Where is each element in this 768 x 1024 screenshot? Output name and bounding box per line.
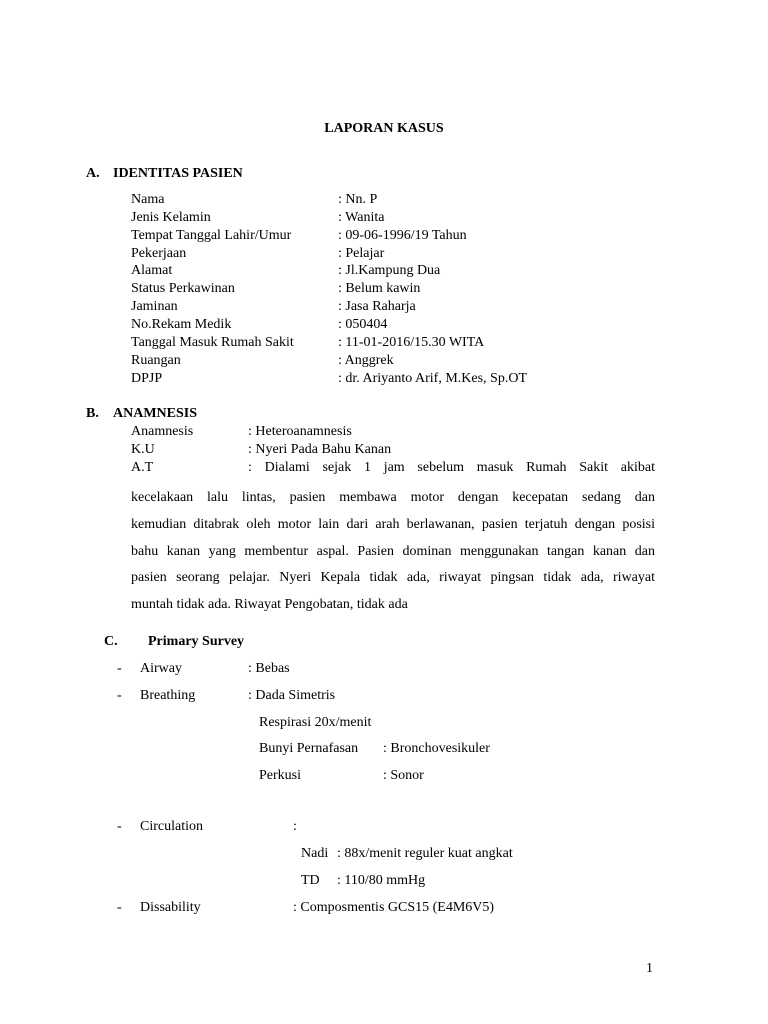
at-line: pasien seorang pelajar. Nyeri Kepala tidak ada, riwayat pingsan tidak ada, riwayat xyxy=(131,570,655,586)
at-first-line: : Dialami sejak 1 jam sebelum masuk Rumah Sakit akibat xyxy=(248,460,655,475)
anamnesis-value: : Heteroanamnesis xyxy=(248,424,352,439)
nadi-value: : 88x/menit reguler kuat angkat xyxy=(337,846,513,861)
at-paragraph xyxy=(131,485,655,619)
identity-label: Tanggal Masuk Rumah Sakit xyxy=(131,335,294,350)
identity-value: : Nn. P xyxy=(338,192,378,207)
at-line: kecelakaan lalu lintas, pasien membawa motor dengan kecepatan sedang dan xyxy=(131,490,655,505)
identity-row-ttl xyxy=(131,227,651,245)
section-a-heading: IDENTITAS PASIEN xyxy=(113,166,243,181)
anamnesis-row xyxy=(131,423,691,441)
identity-row-nama xyxy=(131,191,651,209)
perkusi-value: : Sonor xyxy=(383,768,424,783)
identity-label: DPJP xyxy=(131,371,163,386)
respirasi-text: Respirasi 20x/menit xyxy=(259,715,372,730)
identity-row-alamat xyxy=(131,262,651,280)
section-b-letter: B. xyxy=(86,406,99,421)
identity-value: : dr. Ariyanto Arif, M.Kes, Sp.OT xyxy=(338,371,527,386)
identity-value: : Anggrek xyxy=(338,353,394,368)
circulation-colon: : xyxy=(293,819,297,834)
airway-value: : Bebas xyxy=(248,661,290,676)
identity-value: : Belum kawin xyxy=(338,281,421,296)
identity-label: Ruangan xyxy=(131,353,181,368)
identity-row-status xyxy=(131,280,651,298)
identity-value: : 050404 xyxy=(338,317,388,332)
dissability-value: : Composmentis GCS15 (E4M6V5) xyxy=(293,900,495,915)
bullet-dash: - xyxy=(117,661,122,676)
at-label: A.T xyxy=(131,460,154,475)
section-c-letter: C. xyxy=(104,634,118,649)
identity-label: Jaminan xyxy=(131,299,178,314)
identity-label: Jenis Kelamin xyxy=(131,210,211,225)
td-value: : 110/80 mmHg xyxy=(337,873,426,888)
document-title: LAPORAN KASUS xyxy=(324,121,444,136)
ku-label: K.U xyxy=(131,442,155,457)
section-b-heading: ANAMNESIS xyxy=(113,406,198,421)
section-c-heading: Primary Survey xyxy=(148,634,245,649)
bunyi-value: : Bronchovesikuler xyxy=(383,741,490,756)
identity-label: Status Perkawinan xyxy=(131,281,235,296)
td-label: TD xyxy=(301,873,320,888)
dissability-label: Dissability xyxy=(140,900,201,915)
identity-row-ruangan xyxy=(131,352,651,370)
ku-value: : Nyeri Pada Bahu Kanan xyxy=(248,442,392,457)
circulation-label: Circulation xyxy=(140,819,203,834)
bullet-dash: - xyxy=(117,688,122,703)
identity-label: Alamat xyxy=(131,263,173,278)
anamnesis-label: Anamnesis xyxy=(131,424,194,439)
identity-value: : Jasa Raharja xyxy=(338,299,416,314)
at-line: muntah tidak ada. Riwayat Pengobatan, tidak ada xyxy=(131,597,408,613)
identity-value: : Wanita xyxy=(338,210,385,225)
breathing-label: Breathing xyxy=(140,688,196,703)
identity-row-tanggal-masuk xyxy=(131,334,651,352)
identity-row-jenis-kelamin xyxy=(131,209,651,227)
at-line: kemudian ditabrak oleh motor lain dari arah berlawanan, pasien terjatuh dengan posisi xyxy=(131,516,655,532)
identity-label: Tempat Tanggal Lahir/Umur xyxy=(131,228,292,243)
identity-value: : Pelajar xyxy=(338,246,385,261)
nadi-label: Nadi xyxy=(301,846,329,861)
identity-row-jaminan xyxy=(131,298,651,316)
identity-label: Nama xyxy=(131,192,165,207)
identity-row-dpjp xyxy=(131,370,651,388)
perkusi-label: Perkusi xyxy=(259,768,301,783)
identity-value: : Jl.Kampung Dua xyxy=(338,263,441,278)
bunyi-label: Bunyi Pernafasan xyxy=(259,741,359,756)
page-number: 1 xyxy=(646,961,653,976)
bullet-dash: - xyxy=(117,819,122,834)
identity-row-pekerjaan xyxy=(131,245,651,263)
identity-row-rekam-medik xyxy=(131,316,651,334)
breathing-value: : Dada Simetris xyxy=(248,688,336,703)
identity-label: Pekerjaan xyxy=(131,246,187,261)
airway-label: Airway xyxy=(140,661,182,676)
at-line: bahu kanan yang membentur aspal. Pasien dominan menggunakan tangan kanan dan xyxy=(131,543,655,559)
identity-value: : 11-01-2016/15.30 WITA xyxy=(338,335,485,350)
bullet-dash: - xyxy=(117,900,122,915)
identity-label: No.Rekam Medik xyxy=(131,317,232,332)
section-a-letter: A. xyxy=(86,166,100,181)
identity-value: : 09-06-1996/19 Tahun xyxy=(338,228,467,243)
ku-row xyxy=(131,441,691,459)
